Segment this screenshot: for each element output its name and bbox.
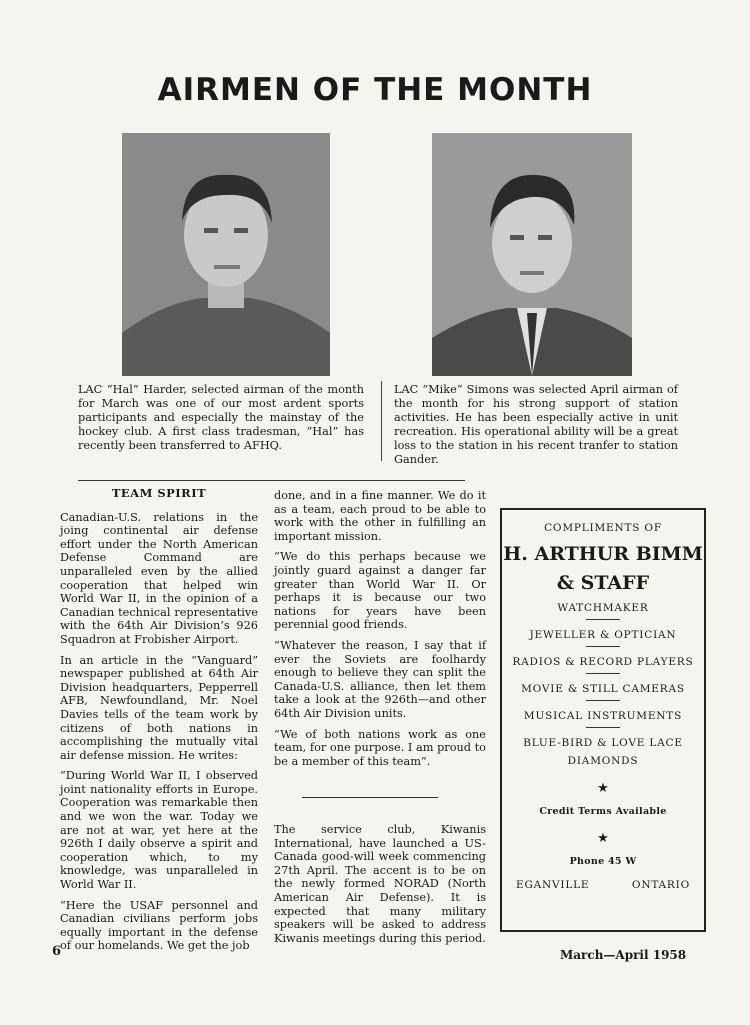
article-paragraph: “Whatever the reason, I say that if ever the Soviets are foolhardy enough to believe they can split the Canada-U.S. alliance, then let them take a look at the 926th—and other 64th Air Division units. bbox=[274, 638, 486, 720]
ad-business-name: H. ARTHUR BIMM bbox=[503, 543, 703, 565]
ad-divider bbox=[586, 727, 620, 728]
ad-divider bbox=[586, 673, 620, 674]
ad-item: RADIOS & RECORD PLAYERS bbox=[512, 656, 694, 668]
ad-item: MOVIE & STILL CAMERAS bbox=[521, 683, 685, 695]
ad-item: DIAMONDS bbox=[567, 755, 639, 767]
issue-date: March—April 1958 bbox=[560, 948, 687, 962]
ad-credit: Credit Terms Available bbox=[539, 806, 667, 817]
ad-divider bbox=[586, 700, 620, 701]
ad-item: JEWELLER & OPTICIAN bbox=[529, 629, 677, 641]
article-column-1 bbox=[60, 487, 258, 960]
article-paragraph: done, and in a fine manner. We do it as a team, each proud to be able to work with the other in fulfilling an important mission. bbox=[274, 489, 486, 543]
ad-staff: & STAFF bbox=[556, 572, 650, 594]
article-paragraph: “During World War II, I observed joint nationality efforts in Europe. Cooperation was remarkable then and we won the war. Today we are not at war, yet here at the 926th I daily observe a spirit and cooperation which, to my knowledge, was unparalleled in World War II. bbox=[60, 769, 258, 892]
article-paragraph: “We of both nations work as one team, for one purpose. I am proud to be a member of this team”. bbox=[274, 727, 486, 768]
star-icon: ★ bbox=[597, 831, 609, 846]
caption-divider bbox=[381, 381, 382, 461]
article-heading: TEAM SPIRIT bbox=[111, 486, 207, 500]
ad-divider bbox=[586, 646, 620, 647]
ad-town: EGANVILLE bbox=[516, 879, 590, 891]
ad-phone: Phone 45 W bbox=[569, 856, 637, 867]
page-title: AIRMEN OF THE MONTH bbox=[157, 72, 593, 108]
star-icon: ★ bbox=[597, 781, 609, 796]
article-paragraph: “Here the USAF personnel and Canadian civilians perform jobs equally important in the defense of our homelands. We get the job bbox=[60, 898, 258, 953]
advertisement-bimm bbox=[500, 508, 706, 932]
kiwanis-paragraph: The service club, Kiwanis International, have launched a US-Canada good-will week commencing 27th April. The accent is to be on the newly formed NORAD (North American Air Defense). It is expected that many military speakers will be asked to address Kiwanis meetings during this period. bbox=[274, 823, 486, 945]
ad-item: WATCHMAKER bbox=[557, 602, 649, 614]
article-column-2 bbox=[274, 489, 486, 775]
portrait-photo-simons bbox=[432, 133, 632, 376]
caption-simons: LAC “Mike” Simons was selected April airman of the month for his strong support of station activities. He has been especially active in unit recreation. His operational ability will be a great loss to the station in his recent tranfer to station Gander. bbox=[394, 383, 678, 466]
ad-compliments: COMPLIMENTS OF bbox=[544, 522, 662, 534]
caption-harder: LAC “Hal” Harder, selected airman of the month for March was one of our most ardent sports participants and especially the mainstay of the hockey club. A first class tradesman, “Hal” has recently been transferred to AFHQ. bbox=[78, 383, 364, 452]
ad-item: MUSICAL INSTRUMENTS bbox=[523, 710, 683, 722]
section-rule bbox=[78, 480, 465, 481]
ad-item: BLUE-BIRD & LOVE LACE bbox=[523, 737, 683, 749]
article-paragraph: In an article in the “Vanguard” newspaper published at 64th Air Division headquarters, Pepperrell AFB, Newfoundland, Mr. Noel Davies tells of the team work by citizens of both nations in accomplishing the mutually vital air defense mission. He writes: bbox=[60, 653, 258, 762]
portrait-photo-harder bbox=[122, 133, 330, 376]
article-separator bbox=[302, 797, 438, 798]
article-paragraph: Canadian-U.S. relations in the joing continental air defense effort under the North American Defense Command are unparalleled even by the allied cooperation that helped win World War II, in the opinion of a Canadian technical representative with the 64th Air Division’s 926 Squadron at Frobisher Airport. bbox=[60, 510, 258, 646]
article-paragraph: “We do this perhaps because we jointly guard against a danger far greater than World War II. Or perhaps it is because our two nations for years have been perennial good friends. bbox=[274, 550, 486, 632]
kiwanis-article bbox=[274, 823, 486, 952]
ad-divider bbox=[586, 619, 620, 620]
page-number: 6 bbox=[52, 944, 62, 959]
ad-province: ONTARIO bbox=[631, 879, 690, 891]
ad-address bbox=[502, 879, 704, 891]
